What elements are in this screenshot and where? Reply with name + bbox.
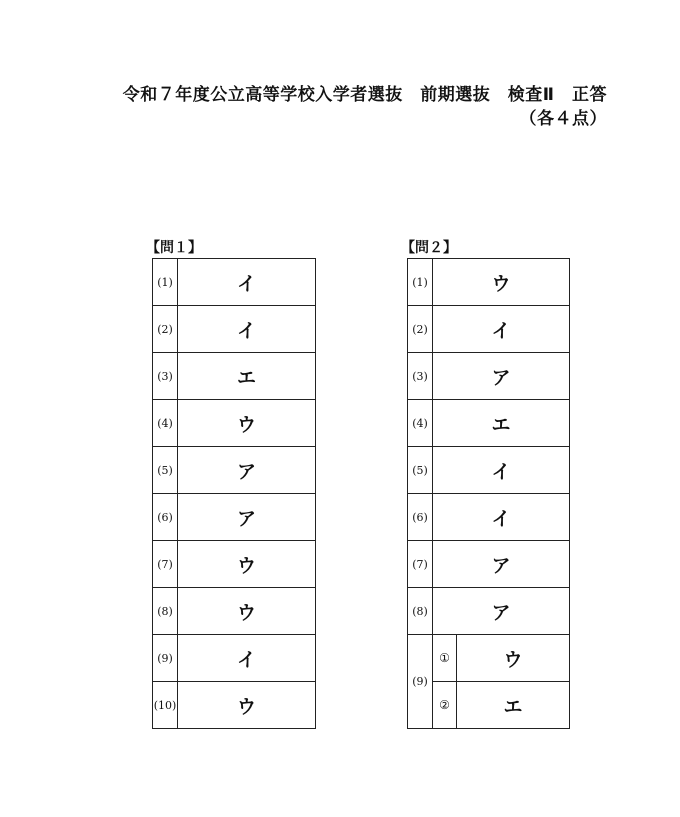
answer-cell: イ <box>433 306 570 353</box>
question-number: (4) <box>153 400 178 447</box>
answer-cell: ウ <box>433 259 570 306</box>
answer-cell: ウ <box>178 682 316 729</box>
page-title: 令和７年度公立高等学校入学者選抜 前期選抜 検査Ⅱ 正答 <box>122 85 607 105</box>
answer-cell: ウ <box>457 635 570 682</box>
answer-cell: エ <box>457 682 570 729</box>
question-number: (7) <box>153 541 178 588</box>
answer-cell: イ <box>178 635 316 682</box>
question-number: (10) <box>153 682 178 729</box>
table-row <box>153 682 316 729</box>
answer-cell: イ <box>178 306 316 353</box>
question-number: (9) <box>153 635 178 682</box>
question-number: (8) <box>408 588 433 635</box>
answer-cell: ア <box>433 588 570 635</box>
question-number: (3) <box>408 353 433 400</box>
table-row <box>153 494 316 541</box>
table-row <box>153 588 316 635</box>
table-row <box>408 447 570 494</box>
table-row <box>153 635 316 682</box>
question-number: (6) <box>408 494 433 541</box>
q1-label: 【問１】 <box>146 240 202 256</box>
table-row <box>408 353 570 400</box>
question-number: (8) <box>153 588 178 635</box>
answer-cell: ア <box>178 494 316 541</box>
answer-cell: エ <box>433 400 570 447</box>
table-row <box>408 494 570 541</box>
question-number: (5) <box>153 447 178 494</box>
table-row <box>153 541 316 588</box>
table-row <box>153 306 316 353</box>
question-number: (2) <box>153 306 178 353</box>
answer-cell: ア <box>178 447 316 494</box>
question-number: (9) <box>408 635 433 729</box>
answer-cell: エ <box>178 353 316 400</box>
table-row <box>408 400 570 447</box>
table-row <box>153 353 316 400</box>
q1-answer-table <box>152 258 316 729</box>
q2-answer-table <box>407 258 570 729</box>
table-row <box>408 541 570 588</box>
table-row <box>153 259 316 306</box>
question-number: (2) <box>408 306 433 353</box>
answer-cell: ウ <box>178 400 316 447</box>
table-row <box>153 447 316 494</box>
table-row <box>153 400 316 447</box>
q2-label: 【問２】 <box>401 240 457 256</box>
answer-cell: イ <box>433 447 570 494</box>
answer-cell: ウ <box>178 588 316 635</box>
table-row <box>408 682 570 729</box>
answer-cell: ア <box>433 353 570 400</box>
sub-question-number: ① <box>433 635 457 682</box>
question-number: (3) <box>153 353 178 400</box>
question-number: (6) <box>153 494 178 541</box>
table-row <box>408 588 570 635</box>
question-number: (7) <box>408 541 433 588</box>
question-number: (4) <box>408 400 433 447</box>
answer-cell: イ <box>178 259 316 306</box>
answer-cell: ア <box>433 541 570 588</box>
answer-cell: イ <box>433 494 570 541</box>
table-row <box>408 635 570 682</box>
sub-question-number: ② <box>433 682 457 729</box>
answer-cell: ウ <box>178 541 316 588</box>
question-number: (1) <box>408 259 433 306</box>
table-row <box>408 259 570 306</box>
question-number: (5) <box>408 447 433 494</box>
question-number: (1) <box>153 259 178 306</box>
table-row <box>408 306 570 353</box>
points-note: （各４点） <box>519 109 607 129</box>
